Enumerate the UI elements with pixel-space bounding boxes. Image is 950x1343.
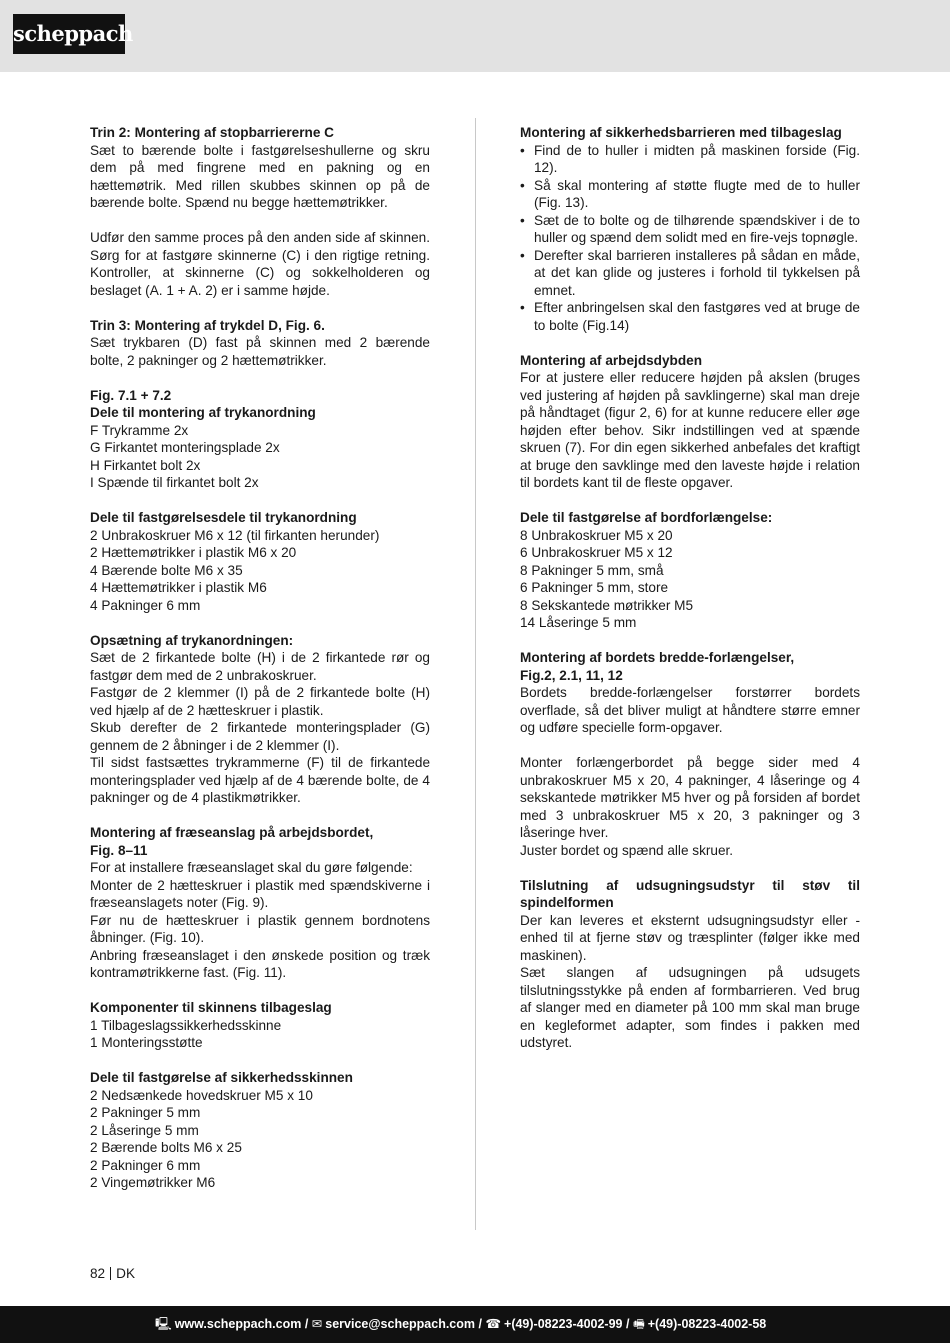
page-number: 82 [90, 1266, 106, 1281]
body-paragraph: Monter forlængerbordet på begge sider med 4 unbrakoskruer M5 x 20, 4 pakninger, 4 låseringe og 4 sekskantede møtrikker M5 hver og på forsiden af bordet med 3 unbrakoskruer M5 x 20, 3 pakninger og 3 låseringe hver. [520, 755, 860, 840]
body-paragraph: Sæt slangen af udsugningen på udsugets tilslutningsstykke på enden af formbarrieren. Ved brug af slanger med en diameter på 100 mm skal man bruge en kegleformet adapter, som findes i pakken med udstyret. [520, 965, 860, 1050]
parts-list-item: 14 Låseringe 5 mm [520, 615, 637, 630]
body-text: Bordets bredde-forlængelser forstørrer bordets overflade, så det bliver muligt at håndtere større emner og udføre specielle form-opgaver. [520, 685, 860, 735]
section-heading: Dele til fastgørelse af sikkerhedsskinnen [90, 1070, 353, 1085]
section-heading: Montering af bordets bredde-forlængelser, [520, 650, 795, 665]
parts-list-item: 8 Sekskantede møtrikker M5 [520, 597, 694, 613]
body-paragraph: Juster bordet og spænd alle skruer. [520, 842, 734, 858]
parts-list-item: 2 Bærende bolts M6 x 25 [90, 1140, 242, 1155]
body-paragraph: Anbring fræseanslaget i den ønskede position og træk kontramøtrikkerne fast. (Fig. 11). [90, 947, 430, 980]
parts-list-item: G Firkantet monteringsplade 2x [90, 440, 280, 455]
body-paragraph: For at installere fræseanslaget skal du gøre følgende: [90, 860, 413, 875]
left-column [90, 124, 430, 1209]
body-paragraph: Der kan leveres et eksternt udsugningsudstyr eller -enhed til at fjerne støv og træsplinter (følger ikke med maskinen). [520, 912, 860, 963]
content-section [520, 352, 860, 492]
parts-list-item: 2 Pakninger 6 mm [90, 1157, 201, 1173]
content-section [520, 877, 860, 1052]
content-section [520, 124, 860, 334]
parts-list-item: 6 Pakninger 5 mm, store [520, 580, 669, 595]
mail-icon: ✉ [311, 1317, 323, 1331]
bullet-item: • Find de to huller i midten på maskinen forside (Fig. 12). [520, 142, 860, 177]
section-heading: Trin 2: Montering af stopbarriererne C [90, 125, 334, 140]
parts-list-item: 2 Unbrakoskruer M6 x 12 (til firkanten herunder) [90, 527, 380, 543]
section-heading: Komponenter til skinnens tilbageslag [90, 1000, 332, 1015]
body-text: Udfør den samme proces på den anden side af skinnen. Sørg for at fastgøre skinnerne (C) i den rigtige retning. Kontroller, at skinnerne (C) og sokkelholderen og beslaget (A. 1 + A. 2) er i samme højde. [90, 230, 430, 298]
parts-list-item: 2 Vingemøtrikker M6 [90, 1175, 216, 1190]
content-section [90, 632, 430, 807]
content-section [520, 754, 860, 859]
content-section [90, 124, 430, 212]
body-paragraph: Monter de 2 hætteskruer i plastik med spændskiverne i fræseanslagets noter (Fig. 9). [90, 877, 430, 910]
parts-list-item: 2 Nedsænkede hovedskruer M5 x 10 [90, 1087, 313, 1103]
parts-list-item: 2 Låseringe 5 mm [90, 1122, 199, 1138]
parts-list-item: 1 Tilbageslagssikkerhedsskinne [90, 1017, 282, 1033]
scheppach-logo: scheppach [13, 14, 125, 54]
section-heading: Dele til fastgørelse af bordforlængelse: [520, 510, 773, 525]
section-heading: Fig. 7.1 + 7.2 [90, 387, 172, 403]
parts-list-item: 8 Unbrakoskruer M5 x 20 [520, 527, 673, 543]
bullet-item: • Så skal montering af støtte flugte med de to huller (Fig. 13). [520, 177, 860, 212]
column-divider [475, 118, 476, 1230]
section-heading: Fig. 8–11 [90, 842, 148, 858]
footer-separator: / [475, 1317, 486, 1331]
fax-icon: 🖷 [632, 1317, 645, 1331]
phone-icon: ☎ [485, 1317, 502, 1331]
computer-icon: 🖳 [155, 1317, 172, 1331]
parts-list-item: 1 Monteringsstøtte [90, 1035, 203, 1050]
email-link[interactable]: service@scheppach.com [325, 1317, 476, 1331]
bullet-item: • Sæt de to bolte og de tilhørende spændskiver i de to huller og spænd dem solidt med en fire-vejs topnøgle. [520, 212, 860, 247]
page-header [0, 0, 950, 72]
parts-list-item: H Firkantet bolt 2x [90, 457, 201, 473]
body-paragraph: Til sidst fastsættes trykrammerne (F) til de firkantede monteringsplader ved hjælp af de 4 bærende bolte, de 4 pakninger og de 4 plastikmøtrikker. [90, 755, 430, 805]
parts-list-item: 2 Pakninger 5 mm [90, 1105, 201, 1120]
content-section [90, 1069, 430, 1192]
section-heading: Dele til fastgørelsesdele til trykanordning [90, 510, 357, 525]
content-section [90, 999, 430, 1052]
body-paragraph: Skub derefter de 2 firkantede monteringsplader (G) gennem de 2 åbninger i de 2 klemmer (I). [90, 720, 430, 753]
section-heading: Montering af fræseanslag på arbejdsbordet, [90, 825, 374, 840]
page-footer-number [90, 1265, 135, 1282]
parts-list-item: 2 Hættemøtrikker i plastik M6 x 20 [90, 545, 297, 560]
fax-number: +(49)-08223-4002-58 [647, 1317, 767, 1331]
parts-list-item: 4 Bærende bolte M6 x 35 [90, 562, 243, 578]
parts-list-item: F Trykramme 2x [90, 422, 189, 438]
content-section [90, 824, 430, 982]
section-heading: Opsætning af trykanordningen: [90, 632, 294, 648]
body-paragraph: Før nu de hætteskruer i plastik gennem bordnotens åbninger. (Fig. 10). [90, 912, 430, 945]
content-section [520, 509, 860, 632]
contact-footer-bar [0, 1306, 950, 1343]
content-section [90, 387, 430, 492]
section-heading: Montering af arbejdsdybden [520, 352, 703, 368]
content-section [90, 317, 430, 370]
bullet-item: • Derefter skal barrieren installeres på sådan en måde, at det kan glide og justeres i forhold til tykkelsen på emnet. [520, 247, 860, 300]
footer-separator: / [622, 1317, 633, 1331]
section-heading: Trin 3: Montering af trykdel D, Fig. 6. [90, 317, 325, 333]
body-text: Sæt trykbaren (D) fast på skinnen med 2 bærende bolte, 2 pakninger og 2 hættemøtrikker. [90, 335, 430, 368]
right-column [520, 124, 860, 1069]
parts-list-item: I Spænde til firkantet bolt 2x [90, 475, 259, 490]
body-paragraph: Fastgør de 2 klemmer (I) på de 2 firkantede bolte (H) ved hjælp af de 2 hætteskruer i plastik. [90, 685, 430, 718]
body-text: For at justere eller reducere højden på akslen (bruges ved justering af højden på savklingerne) skal man dreje på håndtaget (figur 2, 6) for at kunne reducere eller øge højden efter behov. Sikr indstillingen ved at spænde skruen (7). For din egen sikkerhed anbefales det kraftigt at bruge den savklinge med den laveste højde i relation til bordets kant til de fleste opgaver. [520, 370, 860, 490]
page-language: DK [116, 1266, 136, 1281]
section-heading: Fig.2, 2.1, 11, 12 [520, 667, 623, 683]
body-paragraph: Sæt de 2 firkantede bolte (H) i de 2 firkantede rør og fastgør dem med de 2 unbrakoskruer. [90, 650, 430, 683]
footer-separator: / [301, 1317, 312, 1331]
parts-list-item: 6 Unbrakoskruer M5 x 12 [520, 545, 673, 560]
content-section [90, 509, 430, 614]
section-heading: Montering af sikkerhedsbarrieren med tilbageslag [520, 125, 842, 140]
section-heading: Dele til montering af trykanordning [90, 405, 316, 420]
parts-list-item: 4 Hættemøtrikker i plastik M6 [90, 580, 267, 595]
content-section [520, 649, 860, 737]
page-number-separator [110, 1267, 111, 1280]
bullet-item: • Efter anbringelsen skal den fastgøres ved at bruge de to bolte (Fig.14) [520, 299, 860, 334]
body-text: Sæt to bærende bolte i fastgørelseshullerne og skru dem på med fingrene med en pakning og en hættemøtrik. Med rillen skubbes skinnen op på de bærende bolte. Spænd nu begge hættemøtrikker. [90, 142, 430, 210]
bullet-list [520, 142, 860, 335]
content-section [90, 229, 430, 299]
parts-list-item: 8 Pakninger 5 mm, små [520, 562, 664, 578]
section-heading: Tilslutning af udsugningsudstyr til støv til spindelformen [520, 877, 860, 910]
parts-list-item: 4 Pakninger 6 mm [90, 597, 201, 613]
phone-number[interactable]: +(49)-08223-4002-99 [504, 1317, 623, 1331]
website-link[interactable]: www.scheppach.com [174, 1317, 302, 1331]
